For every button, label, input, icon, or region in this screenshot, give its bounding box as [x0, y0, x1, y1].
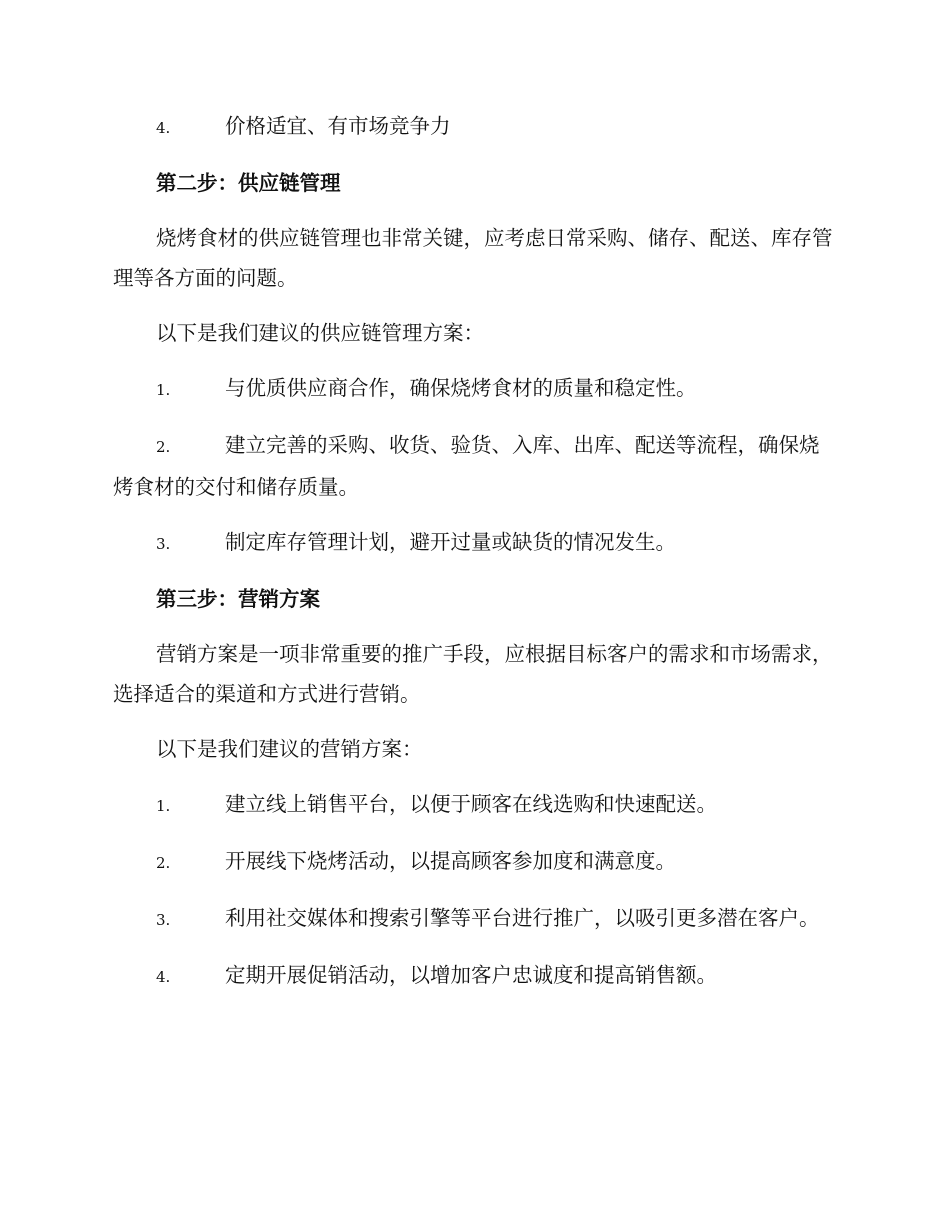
list-item: [113, 841, 833, 883]
list-item: [113, 106, 833, 148]
list-item-number: 3.: [156, 535, 171, 553]
list-item-number: 4.: [156, 119, 171, 137]
paragraph: 以下是我们建议的供应链管理方案：: [156, 321, 484, 345]
list-item-text: 建立完善的采购、收货、验货、入库、出库、配送等流程，确保烧烤食材的交付和储存质量。: [113, 433, 820, 499]
list-item-number: 3.: [156, 911, 171, 929]
paragraph: 营销方案是一项非常重要的推广手段，应根据目标客户的需求和市场需求，选择适合的渠道和方式进行营销。: [113, 642, 833, 706]
list-item-number: 2.: [156, 854, 171, 872]
list-item-text: 建立线上销售平台，以便于顾客在线选购和快速配送。: [225, 792, 717, 816]
list-item: [113, 425, 833, 507]
list-item-number: 4.: [156, 968, 171, 986]
list-item: [113, 522, 833, 564]
list-item: [113, 784, 833, 826]
list-item-text: 制定库存管理计划，避开过量或缺货的情况发生。: [225, 530, 676, 554]
list-item-text: 与优质供应商合作，确保烧烤食材的质量和稳定性。: [225, 376, 697, 400]
list-item-text: 定期开展促销活动，以增加客户忠诚度和提高销售额。: [225, 963, 717, 987]
section-heading-supply-chain: 第二步：供应链管理: [156, 171, 341, 195]
document-body: [113, 106, 833, 1012]
paragraph: 以下是我们建议的营销方案：: [156, 737, 423, 761]
list-item-text: 价格适宜、有市场竞争力: [225, 114, 451, 138]
list-item-text: 开展线下烧烤活动，以提高顾客参加度和满意度。: [225, 849, 676, 873]
list-item: [113, 898, 833, 940]
list-item-number: 1.: [156, 797, 171, 815]
paragraph: 烧烤食材的供应链管理也非常关键，应考虑日常采购、储存、配送、库存管理等各方面的问题。: [113, 226, 833, 290]
list-item-text: 利用社交媒体和搜索引擎等平台进行推广，以吸引更多潜在客户。: [225, 906, 820, 930]
section-heading-marketing: 第三步：营销方案: [156, 587, 320, 611]
list-item: [113, 955, 833, 997]
list-item-number: 2.: [156, 438, 171, 456]
list-item: [113, 368, 833, 410]
list-item-number: 1.: [156, 381, 171, 399]
